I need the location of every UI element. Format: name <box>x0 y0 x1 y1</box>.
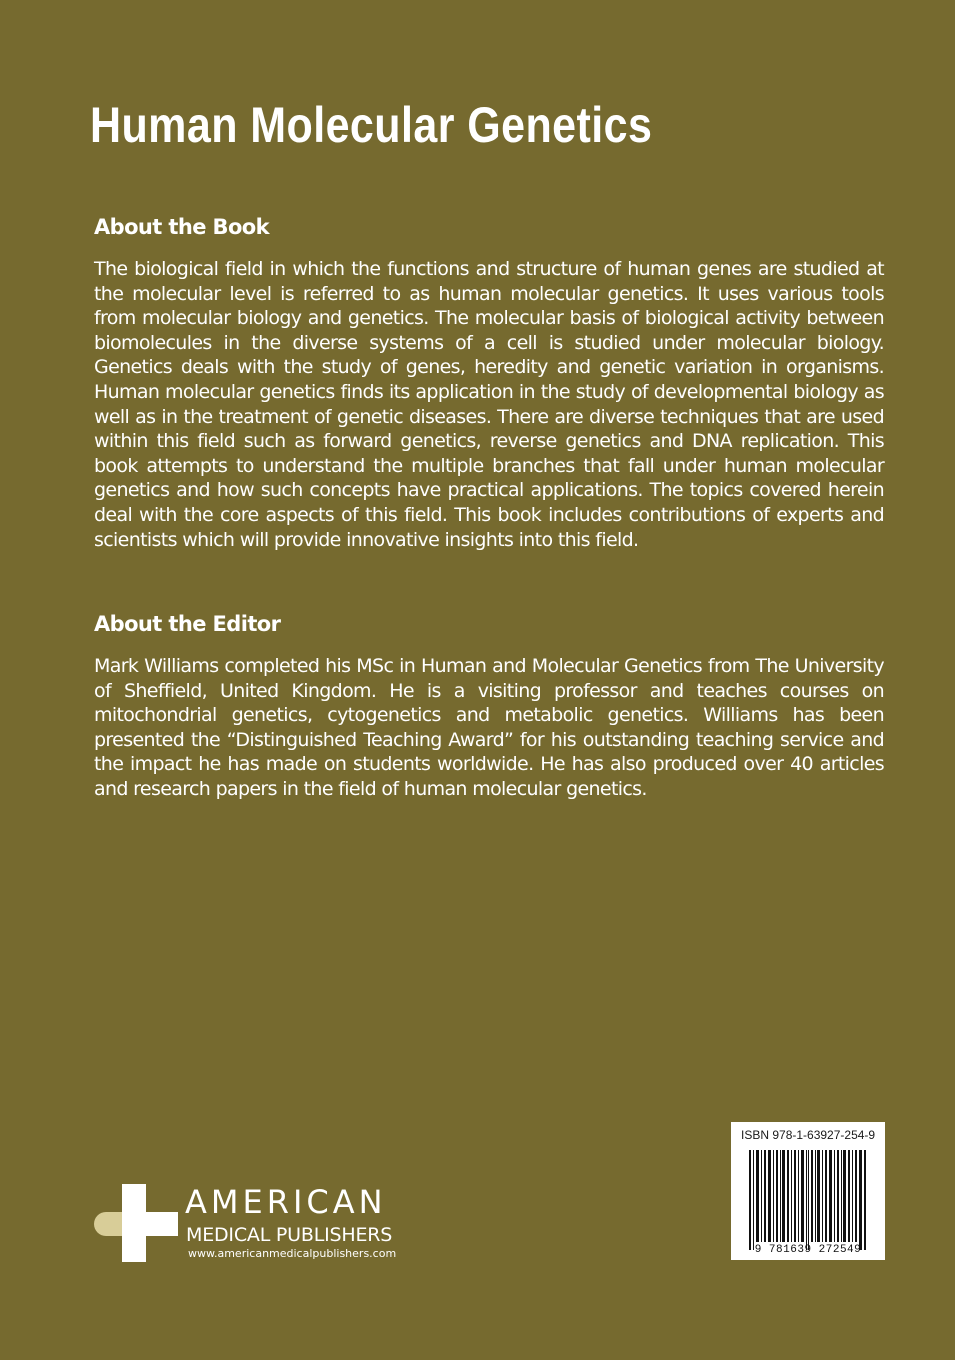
isbn-barcode-box <box>731 1122 885 1260</box>
about-editor-heading: About the Editor <box>94 612 281 636</box>
publisher-subtitle: MEDICAL PUBLISHERS <box>186 1224 393 1246</box>
about-book-heading: About the Book <box>94 215 269 239</box>
barcode-icon <box>731 1122 885 1260</box>
book-title: Human Molecular Genetics <box>90 97 653 153</box>
publisher-name: AMERICAN <box>185 1183 387 1221</box>
isbn-label: ISBN 978-1-63927-254-9 <box>741 1128 876 1142</box>
barcode-digits: 9 781639 272549 <box>754 1244 862 1256</box>
about-book-text: The biological field in which the functions and structure of human genes are studied at the molecular level is referred to as human molecular genetics. It uses various tools from molecular biology and genetics. The molecular basis of biological activity between biomolecules in the diverse systems of a cell is studied under molecular biology. Genetics deals with the study of genes, heredity and genetic variation in organisms. Human molecular genetics finds its application in the study of developmental biology as well as in the treatment of genetic diseases. There are diverse techniques that are used within this field such as forward genetics, reverse genetics and DNA replication. This book attempts to understand the multiple branches that fall under human molecular genetics and how such concepts have practical applications. The topics covered herein deal with the core aspects of this field. This book includes contributions of experts and scientists which will provide innovative insights into this field. <box>94 258 884 551</box>
publisher-url: www.americanmedicalpublishers.com <box>188 1247 397 1260</box>
publisher-logo-icon <box>92 1184 182 1262</box>
about-editor-text: Mark Williams completed his MSc in Human and Molecular Genetics from The University of Sheffield, United Kingdom. He is a visiting professor and teaches courses on mitochondrial genetics, cytogenetics and metabolic genetics. Williams has been presented the “Distinguished Teaching Award” for his outstanding teaching service and the impact he has made on students worldwide. He has also produced over 40 articles and research papers in the field of human molecular genetics. <box>94 655 884 800</box>
